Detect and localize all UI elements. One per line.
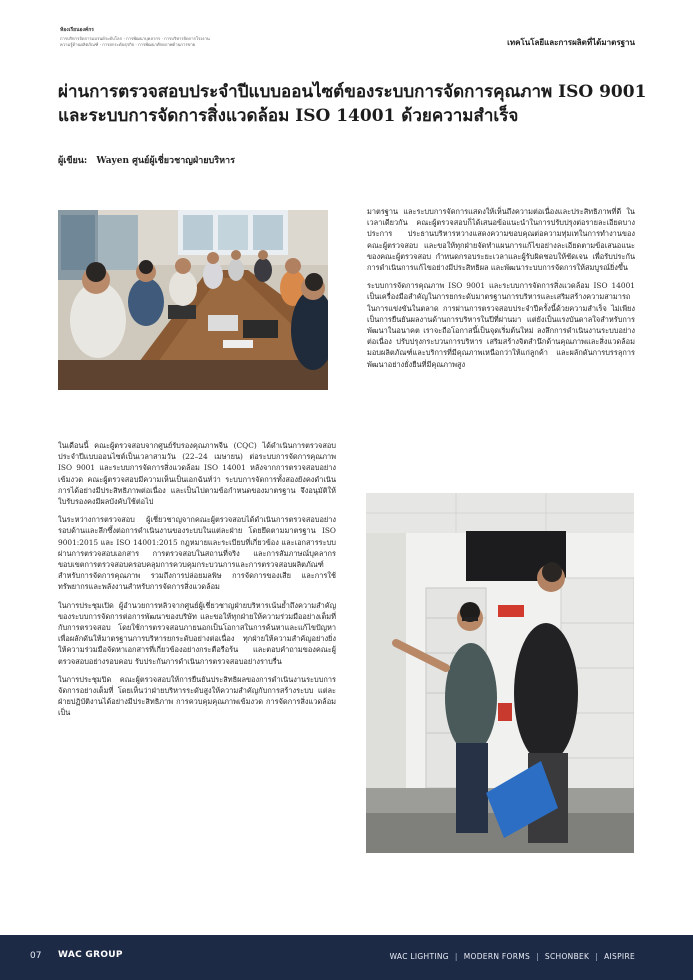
footer-sub-brand: AISPIRE — [604, 952, 635, 961]
header-section-label: เทคโนโลยีและการผลิตที่ได้มาตรฐาน — [507, 37, 635, 47]
meeting-photo-image — [58, 210, 328, 390]
article-paragraph: ในเดือนนี้ คณะผู้ตรวจสอบจากศูนย์รับรองคุณภาพจีน (CQC) ได้ดำเนินการตรวจสอบประจำปีแบบออนไซต์เป็นเวลาสามวัน (22–24 เมษายน) ต่อระบบการจัดการคุณภาพ ISO 9001 และระบบการจัดการสิ่งแวดล้อม ISO 14001 หลังจากการตรวจสอบอย่างเข้มงวด คณะผู้ตรวจสอบมีความเห็นเป็นเอกฉันท์ว่า ระบบการจัดการทั้งสองยังคงดำเนินการได้อย่างมีประสิทธิภาพต่อเนื่อง และเป็นไปตามข้อกำหนดของมาตรฐาน จึงอนุมัติให้ใบรับรองคงมีผลบังคับใช้ต่อไป — [58, 441, 336, 507]
article-body-right-column — [367, 206, 635, 377]
article-paragraph: ในระหว่างการตรวจสอบ ผู้เชี่ยวชาญจากคณะผู้ตรวจสอบได้ดำเนินการตรวจสอบอย่างรอบด้านและลึกซึ้งต่อการดำเนินงานของระบบในแต่ละฝ่าย โดยยึดตามมาตรฐาน ISO 9001:2015 และ ISO 14001:2015 กฎหมายและระเบียบที่เกี่ยวข้อง และเอกสารระบบ ผ่านการตรวจสอบเอกสาร การตรวจสอบในสถานที่จริง และการสัมภาษณ์บุคลากร ขอบเขตการตรวจสอบครอบคลุมการควบคุมกระบวนการและการตรวจสอบผลิตภัณฑ์สำหรับการจัดการคุณภาพ รวมถึงการปล่อยมลพิษ การจัดการของเสีย และการใช้ทรัพยากรและพลังงานสำหรับการจัดการสิ่งแวดล้อม — [58, 515, 336, 592]
author-name: Wayen ศูนย์ผู้เชี่ยวชาญฝ่ายบริหาร — [96, 156, 235, 166]
meeting-photo — [58, 210, 328, 390]
header-left-block — [60, 26, 210, 48]
article-body-left-column — [58, 440, 336, 726]
article-title: ผ่านการตรวจสอบประจำปีแบบออนไซต์ของระบบการจัดการคุณภาพ ISO 9001 และระบบการจัดการสิ่งแวดล้อม ISO 14001 ด้วยความสำเร็จ — [58, 82, 647, 126]
article-paragraph: ในการประชุมเปิด ผู้อำนวยการหลิวจากศูนย์ผู้เชี่ยวชาญฝ่ายบริหารเน้นย้ำถึงความสำคัญของระบบการจัดการต่อการพัฒนาของบริษัท และขอให้ทุกฝ่ายให้ความร่วมมืออย่างเต็มที่กับการตรวจสอบ โดยใช้การตรวจสอบภายนอกเป็นโอกาสในการค้นหาและแก้ไขปัญหา เพื่อผลักดันให้มาตรฐานการบริหารยกระดับอย่างต่อเนื่อง ทุกฝ่ายให้ความสำคัญอย่างยิ่ง ให้ความร่วมมือจัดหาเอกสารที่เกี่ยวข้องอย่างกระตือรือร้น และตอบคำถามของคณะผู้ตรวจสอบอย่างรอบคอบ รับประกันการดำเนินการตรวจสอบอย่างราบรื่น — [58, 600, 336, 666]
author-line — [58, 153, 235, 167]
footer-sub-brand: SCHONBEK — [544, 952, 590, 961]
article-paragraph: มาตรฐาน และระบบการจัดการแสดงให้เห็นถึงความต่อเนื่องและประสิทธิภาพที่ดี ในเวลาเดียวกัน คณะผู้ตรวจสอบก็ได้เสนอข้อแนะนำในการปรับปรุงต่อรายละเอียดบางประการ ประธานบริหารหวางแสดงความขอบคุณต่อความทุ่มเทในการทำงานของคณะผู้ตรวจสอบ และขอให้ทุกฝ่ายจัดทำแผนการแก้ไขอย่างละเอียดตามข้อเสนอแนะของคณะผู้ตรวจสอบ กำหนดกรอบระยะเวลาและผู้รับผิดชอบให้ชัดเจน เพื่อรับประกันการดำเนินการแก้ไขอย่างมีประสิทธิผล และพัฒนาระบบการจัดการให้สมบูรณ์ยิ่งขึ้น — [367, 207, 635, 273]
inspection-photo — [366, 493, 634, 853]
footer-sub-brand: WAC LIGHTING — [389, 952, 449, 961]
page-footer — [0, 935, 693, 980]
article-paragraph: ระบบการจัดการคุณภาพ ISO 9001 และระบบการจัดการสิ่งแวดล้อม ISO 14001 เป็นเครื่องมือสำคัญในการยกระดับมาตรฐานการบริหารและเสริมสร้างความสามารถในการแข่งขันในตลาด การผ่านการตรวจสอบประจำปีครั้งนี้ด้วยความสำเร็จ ไม่เพียงเป็นการยืนยันผลงานด้านการบริหารในปีที่ผ่านมา แต่ยังเป็นแรงบันดาลใจสำหรับการพัฒนาในอนาคต เราจะถือโอกาสนี้เป็นจุดเริ่มต้นใหม่ ลงลึกการดำเนินงานระบบอย่างต่อเนื่อง ปรับปรุงกระบวนการบริหาร เสริมสร้างจิตสำนึกด้านคุณภาพและสิ่งแวดล้อม มอบผลิตภัณฑ์และบริการที่มีคุณภาพเหนือกว่าให้แก่ลูกค้า และผลักดันการบรรลุการพัฒนาอย่างยั่งยืนที่มีคุณภาพสูง — [367, 281, 635, 369]
inspection-photo-image — [366, 493, 634, 853]
author-label: ผู้เขียน: — [58, 156, 88, 166]
footer-brand-logo: WAC GROUP — [58, 950, 123, 960]
page-number: 07 — [30, 951, 42, 961]
header-line: การบริหารจัดการแบรนด์ระดับโลก · การพัฒนาบุคลากร · การบริหารจัดการโรงงาน — [60, 36, 210, 41]
footer-separator: | — [595, 952, 599, 961]
header-line: ความรู้ด้านผลิตภัณฑ์ · การยกระดับธุรกิจ · การพัฒนาศักยภาพด้านการขาย — [60, 42, 196, 47]
article-paragraph: ในการประชุมปิด คณะผู้ตรวจสอบให้การยืนยันประสิทธิผลของการดำเนินงานระบบการจัดการอย่างเต็มที่ โดยเห็นว่าฝ่ายบริหารระดับสูงให้ความสำคัญกับการสร้างระบบ แต่ละฝ่ายปฏิบัติงานได้อย่างมีประสิทธิภาพ การควบคุมคุณภาพเข้มงวด การจัดการสิ่งแวดล้อมเป็น — [58, 674, 336, 718]
footer-sub-brand: MODERN FORMS — [463, 952, 531, 961]
page-header — [0, 0, 693, 58]
header-kicker: ห้องเรียนองค์กร — [60, 27, 94, 33]
footer-sub-brands — [390, 952, 635, 961]
footer-separator: | — [454, 952, 458, 961]
footer-separator: | — [536, 952, 539, 961]
